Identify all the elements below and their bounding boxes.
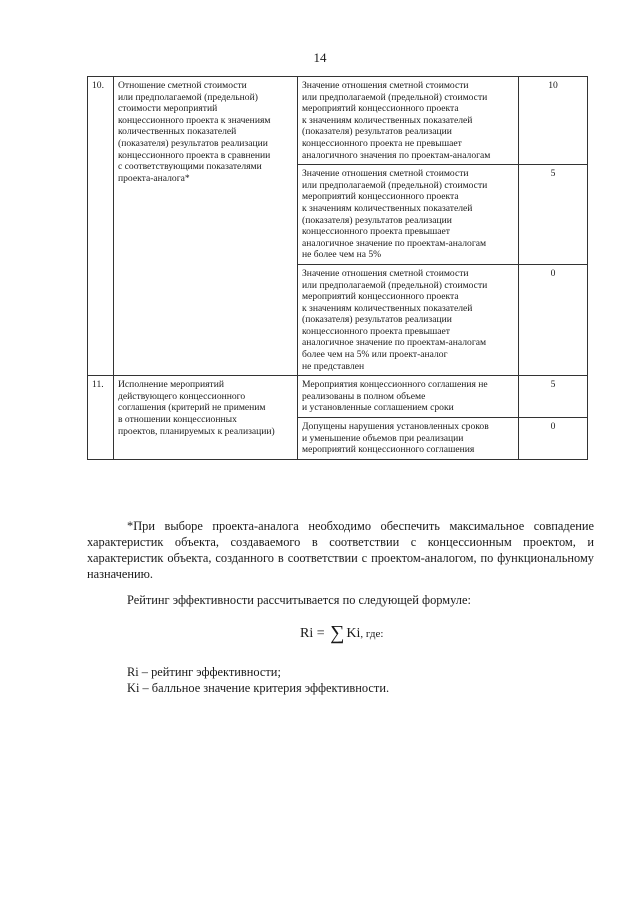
table-row bbox=[88, 376, 588, 418]
definition-ri: Ri – рейтинг эффективности; bbox=[127, 665, 281, 679]
score-cell: 10 bbox=[519, 77, 588, 165]
formula-term: Ki bbox=[346, 626, 361, 641]
row-number: 11. bbox=[88, 376, 114, 460]
definition-ki: Ki – балльное значение критерия эффективности. bbox=[127, 681, 390, 695]
condition-cell: Мероприятия концессионного соглашения не реализованы в полном объеме и установленные соглашением сроки bbox=[298, 376, 519, 418]
score-cell: 5 bbox=[519, 376, 588, 418]
criterion-name: Отношение сметной стоимости или предполагаемой (предельной) стоимости мероприятий концессионного проекта к значениям количественных показателей (показателя) результатов реализации концессионного проекта в сравнении с соответствующими показателями проекта-аналога* bbox=[114, 77, 298, 376]
formula-equals: = bbox=[316, 626, 325, 641]
page-number: 14 bbox=[313, 50, 327, 65]
rating-formula bbox=[300, 622, 383, 645]
score-cell: 0 bbox=[519, 264, 588, 375]
formula-where: , где: bbox=[360, 628, 384, 640]
definitions bbox=[127, 664, 594, 696]
formula-intro: Рейтинг эффективности рассчитывается по следующей формуле: bbox=[127, 593, 471, 607]
condition-cell: Значение отношения сметной стоимости или предполагаемой (предельной) стоимости мероприятий концессионного проекта к значениям количественных показателей (показателя) результатов реализации концессионного проекта превышает аналогичное значение по проектам-аналогам более чем на 5% или проект-аналог не представлен bbox=[298, 264, 519, 375]
sum-symbol: ∑ bbox=[330, 622, 345, 644]
condition-cell: Значение отношения сметной стоимости или предполагаемой (предельной) стоимости мероприятий концессионного проекта к значениям количественных показателей (показателя) результатов реализации концессионного проекта не превышает аналогичного значения по проектам-аналогам bbox=[298, 77, 519, 165]
criteria-table bbox=[87, 76, 588, 460]
table-row bbox=[88, 77, 588, 165]
formula-lhs: Ri bbox=[300, 626, 314, 641]
score-cell: 0 bbox=[519, 418, 588, 460]
footnote: *При выборе проекта-аналога необходимо обеспечить максимальное совпадение характеристик объекта, создаваемого в соответствии с концессионным проектом, и характеристик объекта, созданного в соответствии с проектом-аналогом, по функциональному назначению. bbox=[87, 519, 594, 581]
row-number: 10. bbox=[88, 77, 114, 376]
condition-cell: Значение отношения сметной стоимости или предполагаемой (предельной) стоимости мероприятий концессионного проекта к значениям количественных показателей (показателя) результатов реализации концессионного проекта превышает аналогичное значение по проектам-аналогам не более чем на 5% bbox=[298, 165, 519, 265]
criterion-name: Исполнение мероприятий действующего концессионного соглашения (критерий не применим в отношении концессионных проектов, планируемых к реализации) bbox=[114, 376, 298, 460]
score-cell: 5 bbox=[519, 165, 588, 265]
condition-cell: Допущены нарушения установленных сроков и уменьшение объемов при реализации мероприятий концессионного соглашения bbox=[298, 418, 519, 460]
